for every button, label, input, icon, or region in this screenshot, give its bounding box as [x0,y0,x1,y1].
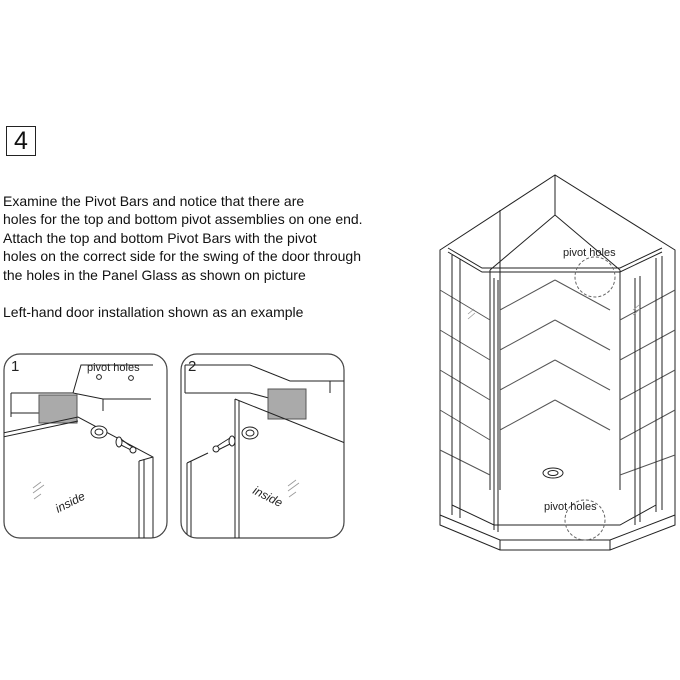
glass-door [452,255,460,518]
top-pivot-bar [448,248,662,268]
instruction-line: Examine the Pivot Bars and notice that there are [3,193,305,209]
detail-2-illustration [180,353,345,539]
instruction-line: holes for the top and bottom pivot assemblies on one end. [3,211,363,228]
top-pivot-holes-callout: pivot holes [563,247,616,259]
detail-1-frame [4,354,167,538]
shower-enclosure-illustration [430,170,680,560]
bottom-pivot-holes-callout: pivot holes [544,501,597,513]
instructions-text [3,192,403,284]
pivot-holes-callout: pivot holes [87,362,140,374]
step-number: 4 [14,126,28,155]
instruction-line: Attach the top and bottom Pivot Bars with the pivot [3,229,317,246]
inside-label: inside [250,483,285,510]
detail-2-number: 2 [188,358,197,375]
inside-label: inside [53,488,88,516]
instruction-line: the holes in the Panel Glass as shown on picture [3,266,306,283]
detail-1-number: 1 [11,358,20,375]
detail-1-illustration [3,353,168,539]
top-pivot-callout-circle [575,257,615,297]
instruction-line: holes on the correct side for the swing of the door through [3,248,361,265]
detail-2-frame [181,354,344,538]
step-number-box [6,126,36,156]
pivot-hole-left [97,375,102,380]
installation-note: Left-hand door installation shown as an example [3,304,304,320]
pivot-hole-right [129,376,134,381]
